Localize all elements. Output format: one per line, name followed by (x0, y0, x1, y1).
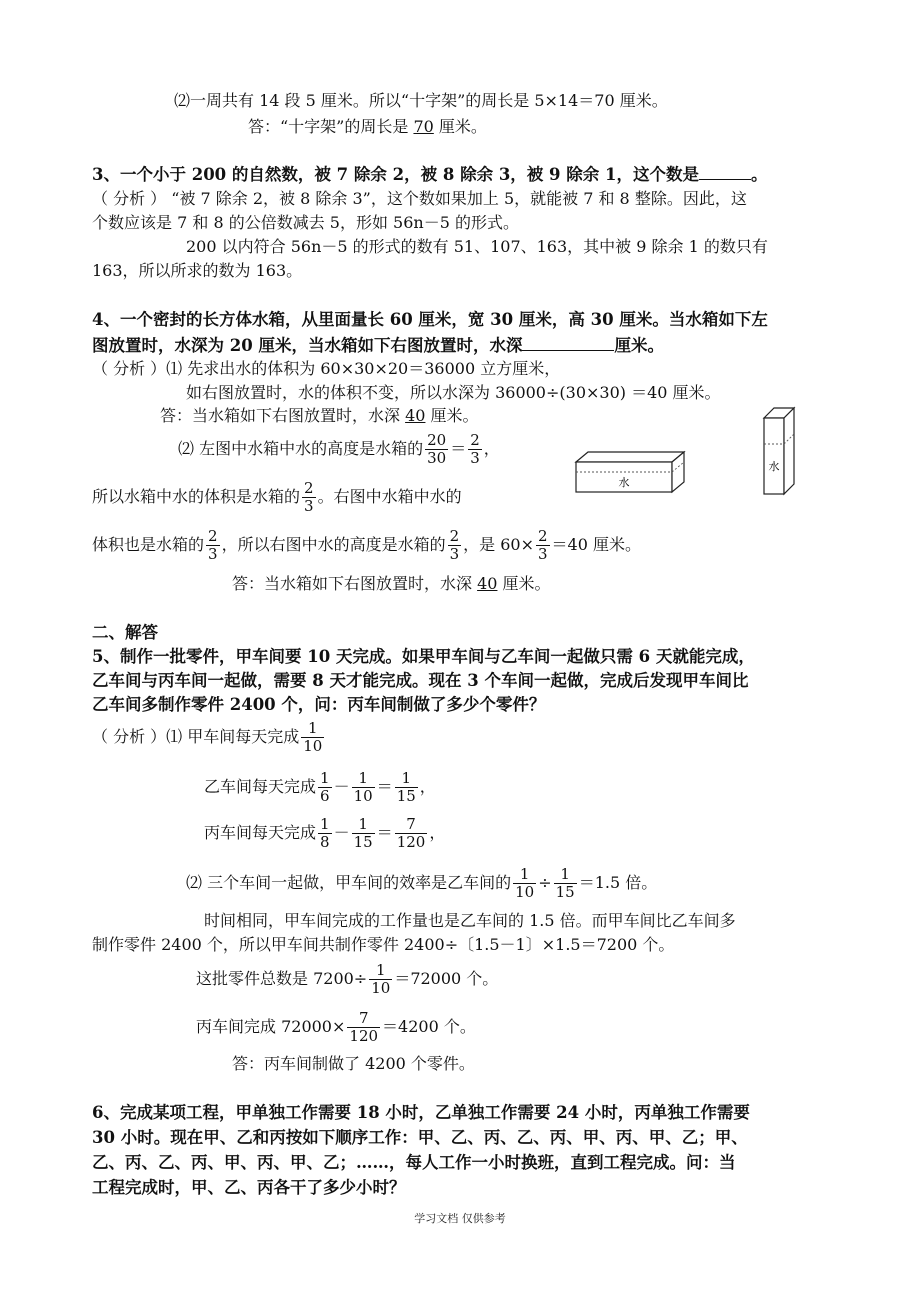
q4-p2-pre: ⑵ 左图中水箱中水的高度是水箱的 (178, 439, 424, 458)
q4-analysis-p4 (92, 524, 641, 566)
q6-stem-2: 30 小时。现在甲、乙和丙按如下顺序工作：甲、乙、丙、乙、丙、甲、丙、甲、乙；甲、 (92, 1128, 748, 1147)
fraction-1-15: $\frac{1}{15}$ (555, 865, 575, 901)
q4-answer-blank (522, 334, 614, 351)
fraction-1-6: $\frac{1}{6}$ (320, 769, 330, 805)
q5-a3-text: 丙车间每天完成 (204, 823, 317, 842)
fraction-7-120: $\frac{7}{120}$ (396, 815, 426, 851)
q5-analysis-1 (92, 716, 326, 758)
q5-answer: 答：丙车间制做了 4200 个零件。 (232, 1054, 475, 1073)
fraction-1-15: $\frac{1}{15}$ (353, 815, 373, 851)
q6-stem-3: 乙、丙、乙、丙、甲、丙、甲、乙；……，每人工作一小时换班，直到工程完成。问：当 (92, 1153, 736, 1172)
q4-p2-eq: ＝ (450, 439, 467, 458)
q4-analysis-p2 (178, 428, 500, 470)
top-answer-pre: 答：“十字架”的周长是 (248, 117, 414, 136)
q3-analysis-3: 200 以内符合 56n－5 的形式的数有 51、107、163，其中被 9 除余 1 的数只有 (186, 237, 768, 256)
q4-answer-2-value: 40 (477, 574, 498, 593)
q4-answer-1-pre: 答：当水箱如下右图放置时，水深 (160, 406, 406, 425)
q3-stem (92, 163, 768, 186)
q3-stem-end: 。 (751, 165, 768, 184)
q4-stem-2 (92, 334, 664, 357)
q5-stem-3: 乙车间多制作零件 2400 个，问：丙车间制做了多少个零件？ (92, 695, 546, 714)
q4-analysis-2: 如右图放置时，水的体积不变，所以水深为 36000÷(30×30) ＝40 厘米。 (186, 383, 721, 402)
q5-analysis-4 (186, 862, 657, 904)
q4-answer-1 (160, 405, 479, 427)
tank-right-side-face (784, 408, 794, 494)
equals-sign: ＝ (376, 777, 393, 796)
fraction-1-10: $\frac{1}{10}$ (371, 961, 391, 997)
q4-answer-2-post: 厘米。 (497, 574, 551, 593)
fraction-1-10: $\frac{1}{10}$ (515, 865, 535, 901)
q3-analysis-1: （ 分析 ） “被 7 除余 2，被 8 除余 3”，这个数如果加上 5，就能被 7 和 8 整除。因此，这 (92, 189, 747, 208)
fraction-2-3: $\frac{2}{3}$ (470, 431, 480, 467)
minus-sign: － (333, 777, 350, 796)
q4-p4-a: 体积也是水箱的 (92, 535, 205, 554)
q5-a7-post: ＝72000 个。 (394, 969, 499, 988)
divide-sign: ÷ (538, 873, 552, 892)
fraction-2-3: $\frac{2}{3}$ (208, 527, 218, 563)
q4-answer-1-value: 40 (405, 406, 426, 425)
top-answer (248, 116, 487, 138)
q4-analysis-p3 (92, 476, 462, 518)
q5-a1-text: （ 分析 ）⑴ 甲车间每天完成 (92, 727, 300, 746)
q4-answer-2 (232, 573, 551, 595)
top-answer-value: 70 (413, 117, 434, 136)
section-2-title: 二、解答 (92, 623, 158, 642)
q3-analysis-2: 个数应该是 7 和 8 的公倍数减去 5，形如 56n－5 的形式。 (92, 213, 519, 232)
page-footer: 学习文档 仅供参考 (414, 1212, 506, 1225)
fraction-1-10: $\frac{1}{10}$ (353, 769, 373, 805)
q4-stem-1: 4、一个密封的长方体水箱，从里面量长 60 厘米，宽 30 厘米，高 30 厘米。当水箱如下左 (92, 310, 768, 329)
q4-stem-2-end: 厘米。 (614, 336, 664, 355)
fraction-1-8: $\frac{1}{8}$ (320, 815, 330, 851)
q5-a8-pre: 丙车间完成 72000× (196, 1017, 346, 1036)
q5-analysis-6: 制作零件 2400 个，所以甲车间共制作零件 2400÷〔1.5－1〕×1.5＝7200 个。 (92, 935, 675, 954)
q5-a8-post: ＝4200 个。 (382, 1017, 476, 1036)
q5-analysis-3 (204, 812, 445, 854)
equals-sign: ＝ (376, 823, 393, 842)
fraction-7-120: $\frac{7}{120}$ (349, 1009, 379, 1045)
q3-answer-blank (699, 163, 751, 180)
q5-analysis-5: 时间相同，甲车间完成的工作量也是乙车间的 1.5 倍。而甲车间比乙车间多 (204, 911, 736, 930)
q4-p4-d: ＝40 厘米。 (551, 535, 641, 554)
q4-p2-post: ， (483, 439, 500, 458)
minus-sign: － (333, 823, 350, 842)
top-line-1: ⑵一周共有 14 段 5 厘米。所以“十字架”的周长是 5×14＝70 厘米。 (174, 91, 668, 110)
q4-answer-2-pre: 答：当水箱如下右图放置时，水深 (232, 574, 478, 593)
q5-stem-2: 乙车间与丙车间一起做，需要 8 天才能完成。现在 3 个车间一起做，完成后发现甲车间比 (92, 671, 749, 690)
q4-answer-1-post: 厘米。 (425, 406, 479, 425)
q4-p4-b: ，所以右图中水的高度是水箱的 (221, 535, 446, 554)
q5-a2-text: 乙车间每天完成 (204, 777, 317, 796)
q4-analysis-1: （ 分析 ）⑴ 先求出水的体积为 60×30×20＝36000 立方厘米， (92, 359, 561, 378)
q4-stem-2-text: 图放置时，水深为 20 厘米，当水箱如下右图放置时，水深 (92, 336, 523, 355)
q5-a4-pre: ⑵ 三个车间一起做，甲车间的效率是乙车间的 (186, 873, 512, 892)
fraction-2-3: $\frac{2}{3}$ (537, 527, 548, 563)
comma: ， (429, 823, 446, 842)
fraction-1-10: $\frac{1}{10}$ (303, 719, 323, 755)
q4-p4-c: ，是 60× (463, 535, 534, 554)
q5-stem-1: 5、制作一批零件，甲车间要 10 天完成。如果甲车间与乙车间一起做只需 6 天就能完成， (92, 647, 755, 666)
q4-p3-post: 。右图中水箱中水的 (317, 487, 462, 506)
tank-left-label: 水 (618, 476, 630, 489)
q5-analysis-8 (196, 1006, 476, 1048)
q4-p3-pre: 所以水箱中水的体积是水箱的 (92, 487, 301, 506)
q3-analysis-4: 163，所以所求的数为 163。 (92, 261, 303, 280)
tank-right-figure (760, 404, 800, 498)
fraction-2-3: $\frac{2}{3}$ (304, 479, 314, 515)
q5-a7-pre: 这批零件总数是 7200÷ (196, 969, 368, 988)
q6-stem-1: 6、完成某项工程，甲单独工作需要 18 小时，乙单独工作需要 24 小时，丙单独工作需要 (92, 1103, 750, 1122)
comma: ， (419, 777, 436, 796)
tank-right-front-face (764, 418, 784, 494)
tank-left-top-face (576, 452, 684, 462)
q5-analysis-7 (196, 958, 498, 1000)
top-answer-post: 厘米。 (433, 117, 487, 136)
fraction-1-15: $\frac{1}{15}$ (396, 769, 416, 805)
fraction-2-3: $\frac{2}{3}$ (449, 527, 460, 563)
fraction-20-30: $\frac{20}{30}$ (427, 431, 447, 467)
q6-stem-4: 工程完成时，甲、乙、丙各干了多少小时？ (92, 1178, 406, 1197)
q5-a4-post: ＝1.5 倍。 (578, 873, 658, 892)
tank-right-label: 水 (768, 460, 780, 473)
q3-stem-text: 3、一个小于 200 的自然数，被 7 除余 2，被 8 除余 3，被 9 除余 1，这个数是 (92, 165, 699, 184)
tank-left-figure (570, 448, 690, 498)
q5-analysis-2 (204, 766, 436, 808)
